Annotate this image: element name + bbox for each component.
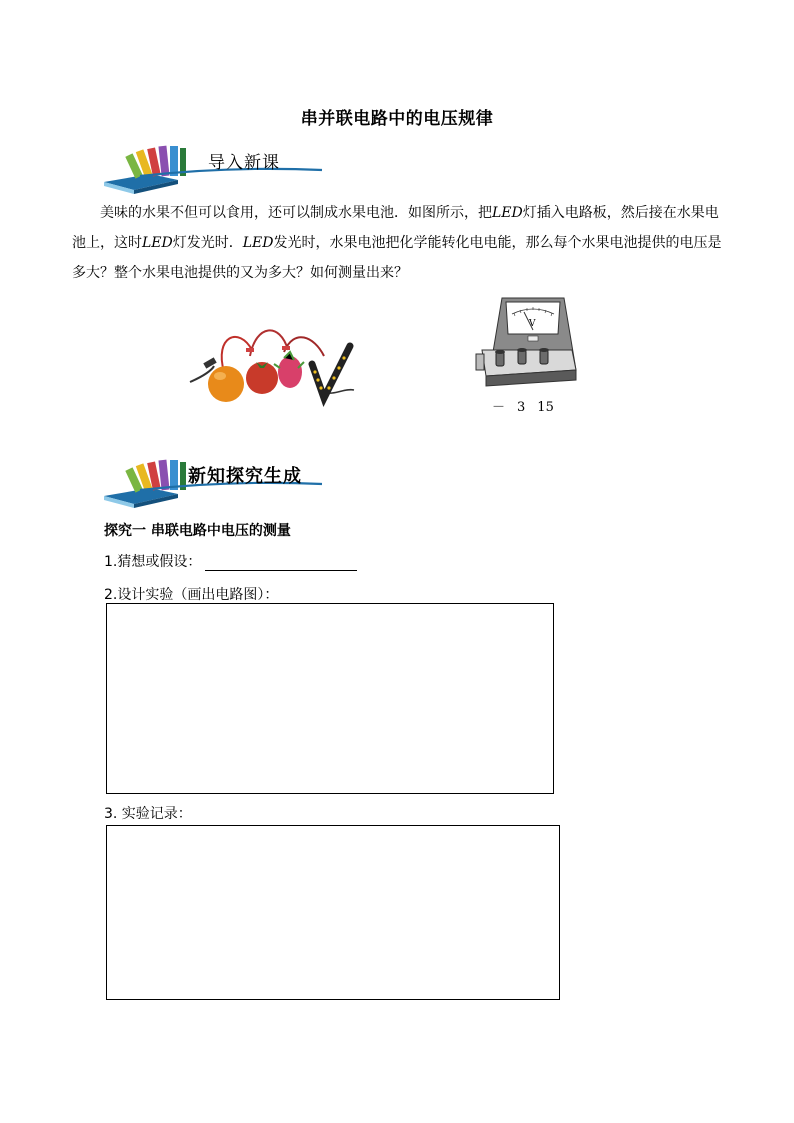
led-term: LED xyxy=(242,235,274,251)
hypothesis-item xyxy=(104,551,357,571)
section-banner-intro xyxy=(100,140,340,200)
led-term: LED xyxy=(142,235,173,251)
paragraph-text: 灯插入电路板，然后接在水果电池上，这时 xyxy=(72,205,719,251)
voltmeter-image xyxy=(472,292,582,400)
section-label-intro: 导入新课 xyxy=(208,153,280,173)
design-item: 2.设计实验（画出电路图）： xyxy=(104,587,279,603)
led-term: LED xyxy=(492,205,523,221)
paragraph-text: 美味的水果不但可以食用，还可以制成水果电池．如图所示，把 xyxy=(100,205,492,221)
record-item: 3. 实验记录： xyxy=(104,806,192,822)
voltmeter-unit-label: V xyxy=(529,319,536,329)
section-banner-explore xyxy=(100,454,340,514)
section-label-explore: 新知探究生成 xyxy=(188,466,302,487)
hypothesis-blank[interactable] xyxy=(205,556,357,571)
fruit-battery-image xyxy=(184,316,356,414)
paragraph-text: 发光时，水果电池把化学能转化电电能，那么每个水果电池提供的电压是多大？整个水果电池提供的又为多大？如何测量出来？ xyxy=(72,235,722,281)
hypothesis-label: 1.猜想或假设： xyxy=(104,554,202,570)
terminal-label: 3 xyxy=(517,400,526,415)
terminal-label: － xyxy=(492,400,506,415)
intro-paragraph xyxy=(72,198,722,288)
circuit-drawing-box[interactable] xyxy=(106,603,554,794)
voltmeter-terminal-labels xyxy=(492,396,566,415)
investigation-heading: 探究一 串联电路中电压的测量 xyxy=(104,523,291,539)
paragraph-text: 灯发光时． xyxy=(172,235,243,251)
page-title: 串并联电路中的电压规律 xyxy=(300,109,494,129)
record-box[interactable] xyxy=(106,825,560,1000)
terminal-label: 15 xyxy=(537,400,554,415)
